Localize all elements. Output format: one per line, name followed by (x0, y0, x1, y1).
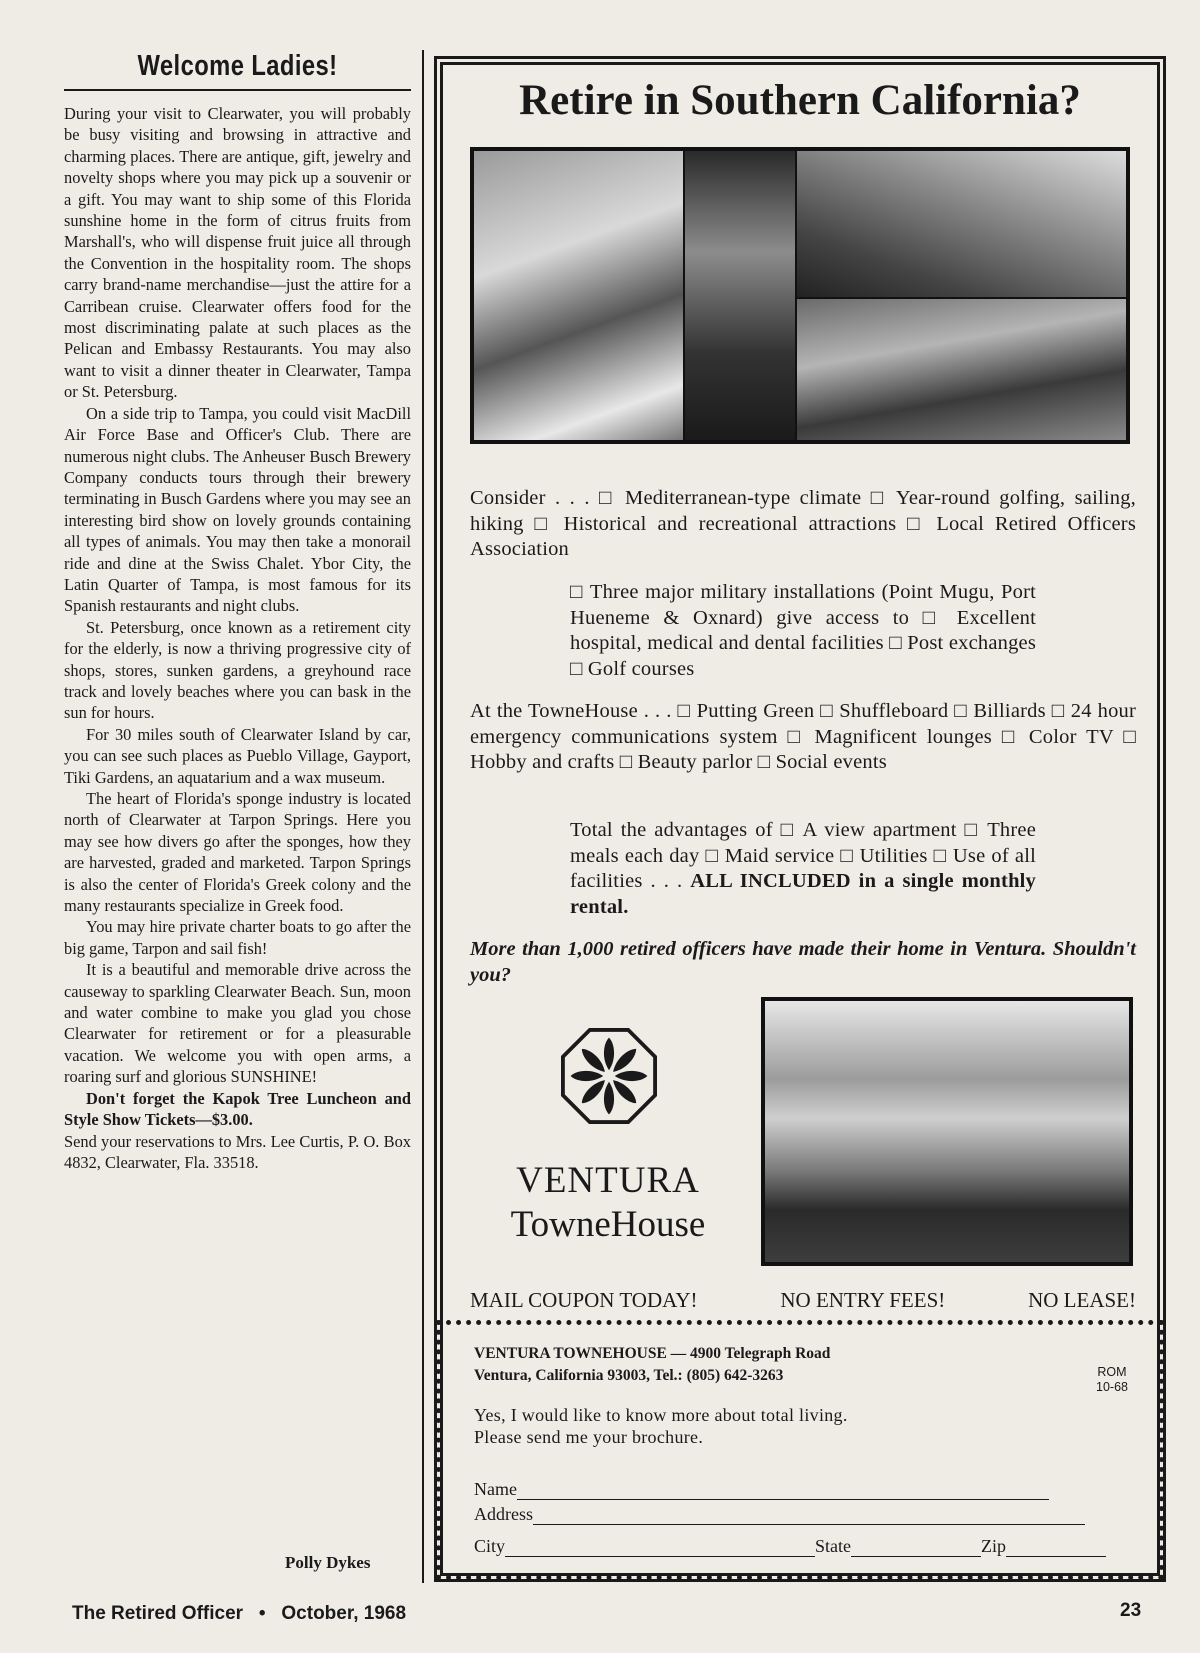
article-paragraph: During your visit to Clearwater, you will probably be busy visiting and browsing in attractive and charming places. There are antique, gift, jewelry and novelty shops where you may pick up a souvenir or a gift. You may want to ship some of this Florida sunshine home in the form of citrus fruits from Marshall's, who will dispense fruit juice all through the Convention in the hospitality room. The shops carry brand-name merchandise—just the attire for a Carribean cruise. Clearwater offers food for the most discriminating palate at such places as the Pelican and Embassy Restaurants. You may also want to visit a dinner theater in Clearwater, Tampa or St. Petersburg. (64, 104, 411, 402)
coupon-code-line1: ROM (1097, 1365, 1127, 1379)
consider-list: Consider . . . □ Mediterranean-type climate □ Year-round golfing, sailing, hiking □ Historical and recreational attractions □ Local Retired Officers Association (470, 487, 1136, 560)
footer-publication (72, 1603, 406, 1625)
mail-coupon-text: MAIL COUPON TODAY! (470, 1288, 698, 1312)
photo-dining-room (797, 151, 1126, 297)
coupon-request-line1: Yes, I would like to know more about total living. (474, 1405, 848, 1425)
coupon-request-line2: Please send me your brochure. (474, 1427, 704, 1447)
author-signature: Polly Dykes (285, 1553, 371, 1572)
name-field[interactable] (517, 1484, 1049, 1500)
amenities-list: At the TowneHouse . . . □ Putting Green □ Shuffleboard □ Billiards □ 24 hour emergency communications system □ Magnificent lounges □ Color TV □ Hobby and crafts □ Beauty parlor □ Social events (470, 700, 1136, 773)
article-paragraph: St. Petersburg, once known as a retirement city for the elderly, is now a thriving progressive city of shops, stores, sunken gardens, a greyhound race track and lovely beaches where you can bask in the sun for hours. (64, 617, 411, 723)
article-welcome-ladies (64, 50, 411, 1173)
brand-subtitle: TowneHouse (510, 1204, 706, 1245)
column-divider (422, 50, 424, 1583)
coupon-code (1086, 1365, 1138, 1395)
footer-separator: • (258, 1603, 266, 1624)
included-lead: Total the advantages of □ A view apartment □ Three meals each day □ Maid service □ Utilities □ Use of all facilities . . . (570, 819, 1036, 892)
photo-putting-green (761, 997, 1133, 1266)
ad-headline: Retire in Southern California? (519, 77, 1081, 124)
zip-label: Zip (981, 1536, 1007, 1556)
zip-field[interactable] (1006, 1541, 1106, 1557)
name-label: Name (474, 1479, 517, 1499)
article-paragraph: The heart of Florida's sponge industry is located north of Clearwater at Tarpon Springs. Here you may see how divers go after the sponges, how they are harvested, graded and marketed. Tarpon Springs is also the center of Florida's Greek colony and the many restaurants specialize in Greek food. (64, 789, 411, 916)
address-field[interactable] (533, 1509, 1085, 1525)
brand-name: VENTURA (516, 1160, 700, 1201)
article-paragraph: You may hire private charter boats to go after the big game, Tarpon and sail fish! (64, 917, 411, 958)
included-bold: ALL INCLUDED in a single monthly rental. (570, 870, 1037, 918)
ventura-flower-logo-icon (561, 1028, 657, 1124)
photo-lounge-group (797, 299, 1126, 440)
issue-date: October, 1968 (281, 1603, 407, 1624)
included-list (570, 818, 1036, 920)
city-label: City (474, 1536, 506, 1556)
reservation-info: Send your reservations to Mrs. Lee Curtis, P. O. Box 4832, Clearwater, Fla. 33518. (64, 1131, 411, 1172)
city-state-zip-row (474, 1536, 1106, 1557)
article-paragraph: On a side trip to Tampa, you could visit MacDill Air Force Base and Officer's Club. There are numerous night clubs. The Anheuser Busch Brewery Company conducts tours through their brewery terminating in Busch Gardens where you may see an interesting bird show on lovely grounds containing all types of animals. You may then take a monorail ride and dine at the Swiss Chalet. Ybor City, the Latin Quarter of Tampa, is most famous for its Spanish restaurants and night clubs. (64, 403, 411, 616)
photo-lounge-woman (474, 151, 683, 440)
coupon-address-line1: VENTURA TOWNEHOUSE — 4900 Telegraph Road (474, 1345, 831, 1362)
coupon-callout (470, 1288, 1136, 1313)
article-paragraph: It is a beautiful and memorable drive across the causeway to sparkling Clearwater Beach. Sun, moon and water combine to make you glad you chose Clearwater for retirement or for a pleasurable vacation. We welcome you with open arms, a roaring surf and glorious SUNSHINE! (64, 960, 411, 1087)
city-field[interactable] (505, 1541, 815, 1557)
coupon-code-line2: 10-68 (1096, 1380, 1128, 1394)
no-lease-text: NO LEASE! (1028, 1288, 1136, 1312)
luncheon-notice: Don't forget the Kapok Tree Luncheon and Style Show Tickets—$3.00. (64, 1088, 411, 1130)
name-row (474, 1479, 1049, 1500)
title-rule (64, 89, 411, 91)
photo-putting-green-image (765, 1001, 1129, 1262)
no-entry-fees-text: NO ENTRY FEES! (780, 1288, 946, 1312)
address-label: Address (474, 1504, 533, 1524)
state-label: State (815, 1536, 852, 1556)
article-paragraph: For 30 miles south of Clearwater Island by car, you can see such places as Pueblo Village, Gayport, Tiki Gardens, an aquatarium and a wax museum. (64, 724, 411, 787)
military-list: □ Three major military installations (Point Mugu, Port Hueneme & Oxnard) give access to □ Excellent hospital, medical and dental facilities □ Post exchanges □ Golf courses (570, 581, 1036, 680)
address-row (474, 1504, 1085, 1525)
coupon-address-line2: Ventura, California 93003, Tel.: (805) 642-3263 (474, 1367, 784, 1384)
page-number: 23 (1120, 1600, 1142, 1621)
state-field[interactable] (851, 1541, 981, 1557)
photo-lobby-plant (685, 151, 795, 440)
photo-collage (470, 147, 1130, 444)
publication-name: The Retired Officer (72, 1603, 244, 1624)
ad-tagline: More than 1,000 retired officers have made their home in Ventura. Shouldn't you? (470, 938, 1136, 986)
article-title: Welcome Ladies! (137, 50, 338, 82)
